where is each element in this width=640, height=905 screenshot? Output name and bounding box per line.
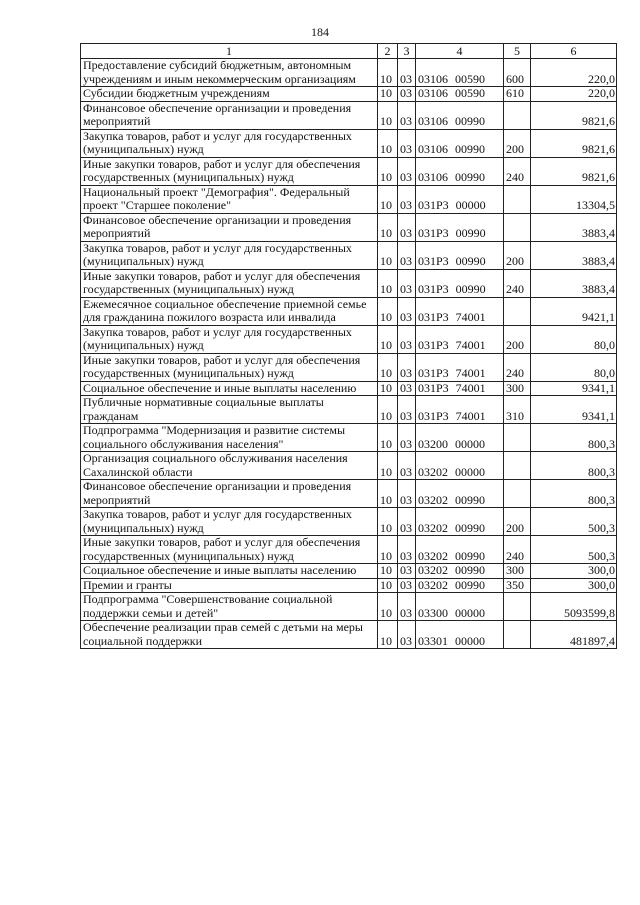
- table-row: [81, 353, 617, 381]
- row-subsection-cell: 03: [398, 452, 416, 480]
- table-row: [81, 241, 617, 269]
- row-section-cell: 10: [378, 185, 398, 213]
- row-target-code-cell: 031P3 74001: [416, 353, 504, 381]
- row-target-code-cell: 03106 00590: [416, 59, 504, 87]
- row-section-cell: 10: [378, 157, 398, 185]
- row-expense-type-cell: [504, 452, 531, 480]
- row-target-code-cell: 03300 00000: [416, 593, 504, 621]
- row-amount-cell: 3883,4: [531, 213, 617, 241]
- row-amount-cell: 3883,4: [531, 241, 617, 269]
- row-amount-cell: 13304,5: [531, 185, 617, 213]
- row-target-code-cell: 03200 00000: [416, 424, 504, 452]
- row-expense-type-cell: 240: [504, 269, 531, 297]
- row-subsection-cell: 03: [398, 353, 416, 381]
- row-amount-cell: 500,3: [531, 508, 617, 536]
- row-target-code-cell: 03202 00990: [416, 578, 504, 593]
- row-section-cell: 10: [378, 621, 398, 649]
- row-subsection-cell: 03: [398, 269, 416, 297]
- row-amount-cell: 80,0: [531, 353, 617, 381]
- row-expense-type-cell: 200: [504, 241, 531, 269]
- row-expense-type-cell: 310: [504, 396, 531, 424]
- row-amount-cell: 800,3: [531, 424, 617, 452]
- row-expense-type-cell: [504, 185, 531, 213]
- table-row: [81, 564, 617, 579]
- row-section-cell: 10: [378, 593, 398, 621]
- row-target-code-cell: 03106 00990: [416, 101, 504, 129]
- row-name-cell: Иные закупки товаров, работ и услуг для обеспечения государственных (муниципальных) нужд: [81, 353, 378, 381]
- row-subsection-cell: 03: [398, 564, 416, 579]
- row-section-cell: 10: [378, 480, 398, 508]
- table-row: [81, 396, 617, 424]
- table-row: [81, 101, 617, 129]
- row-subsection-cell: 03: [398, 578, 416, 593]
- row-expense-type-cell: 600: [504, 59, 531, 87]
- row-section-cell: 10: [378, 578, 398, 593]
- table-row: [81, 508, 617, 536]
- row-subsection-cell: 03: [398, 424, 416, 452]
- row-section-cell: 10: [378, 508, 398, 536]
- row-expense-type-cell: [504, 213, 531, 241]
- row-amount-cell: 800,3: [531, 480, 617, 508]
- row-subsection-cell: 03: [398, 536, 416, 564]
- row-amount-cell: 80,0: [531, 325, 617, 353]
- table-row: [81, 129, 617, 157]
- row-subsection-cell: 03: [398, 59, 416, 87]
- row-target-code-cell: 03202 00990: [416, 536, 504, 564]
- row-expense-type-cell: 240: [504, 157, 531, 185]
- row-section-cell: 10: [378, 101, 398, 129]
- row-section-cell: 10: [378, 213, 398, 241]
- row-name-cell: Иные закупки товаров, работ и услуг для обеспечения государственных (муниципальных) нужд: [81, 269, 378, 297]
- row-expense-type-cell: [504, 424, 531, 452]
- row-target-code-cell: 031P3 74001: [416, 396, 504, 424]
- row-name-cell: Национальный проект "Демография". Федеральный проект "Старшее поколение": [81, 185, 378, 213]
- row-section-cell: 10: [378, 536, 398, 564]
- row-target-code-cell: 03202 00990: [416, 564, 504, 579]
- table-row: [81, 452, 617, 480]
- row-subsection-cell: 03: [398, 157, 416, 185]
- row-amount-cell: 9341,1: [531, 381, 617, 396]
- row-subsection-cell: 03: [398, 213, 416, 241]
- row-section-cell: 10: [378, 381, 398, 396]
- row-target-code-cell: 031P3 00990: [416, 241, 504, 269]
- row-amount-cell: 220,0: [531, 59, 617, 87]
- header-col-target-code: 4: [416, 44, 504, 59]
- row-target-code-cell: 031P3 74001: [416, 325, 504, 353]
- row-name-cell: Иные закупки товаров, работ и услуг для обеспечения государственных (муниципальных) нужд: [81, 157, 378, 185]
- row-section-cell: 10: [378, 129, 398, 157]
- row-name-cell: Обеспечение реализации прав семей с детьми на меры социальной поддержки: [81, 621, 378, 649]
- row-subsection-cell: 03: [398, 621, 416, 649]
- header-col-name: 1: [81, 44, 378, 59]
- row-expense-type-cell: 200: [504, 508, 531, 536]
- table-row: [81, 325, 617, 353]
- row-subsection-cell: 03: [398, 480, 416, 508]
- row-target-code-cell: 03106 00990: [416, 129, 504, 157]
- row-target-code-cell: 031P3 74001: [416, 297, 504, 325]
- row-name-cell: Субсидии бюджетным учреждениям: [81, 87, 378, 102]
- table-row: [81, 297, 617, 325]
- row-amount-cell: 5093599,8: [531, 593, 617, 621]
- row-expense-type-cell: [504, 480, 531, 508]
- row-section-cell: 10: [378, 452, 398, 480]
- row-target-code-cell: 031P3 74001: [416, 381, 504, 396]
- row-amount-cell: 9821,6: [531, 157, 617, 185]
- header-col-subsection: 3: [398, 44, 416, 59]
- table-header-row: [81, 44, 617, 59]
- row-target-code-cell: 03202 00000: [416, 452, 504, 480]
- row-section-cell: 10: [378, 87, 398, 102]
- table-row: [81, 87, 617, 102]
- row-name-cell: Социальное обеспечение и иные выплаты населению: [81, 381, 378, 396]
- row-name-cell: Социальное обеспечение и иные выплаты населению: [81, 564, 378, 579]
- table-row: [81, 185, 617, 213]
- row-amount-cell: 481897,4: [531, 621, 617, 649]
- row-expense-type-cell: 300: [504, 564, 531, 579]
- row-subsection-cell: 03: [398, 101, 416, 129]
- row-amount-cell: 9421,1: [531, 297, 617, 325]
- table-row: [81, 578, 617, 593]
- page-number: 184: [311, 25, 329, 39]
- table-row: [81, 621, 617, 649]
- row-amount-cell: 300,0: [531, 564, 617, 579]
- row-section-cell: 10: [378, 396, 398, 424]
- row-subsection-cell: 03: [398, 241, 416, 269]
- table-body: [81, 59, 617, 649]
- row-target-code-cell: 031P3 00990: [416, 213, 504, 241]
- row-target-code-cell: 031P3 00990: [416, 269, 504, 297]
- row-name-cell: Ежемесячное социальное обеспечение приемной семье для гражданина пожилого возраста или инвалида: [81, 297, 378, 325]
- row-target-code-cell: 03202 00990: [416, 508, 504, 536]
- header-col-amount: 6: [531, 44, 617, 59]
- row-section-cell: 10: [378, 59, 398, 87]
- table-row: [81, 157, 617, 185]
- row-name-cell: Закупка товаров, работ и услуг для государственных (муниципальных) нужд: [81, 508, 378, 536]
- row-subsection-cell: 03: [398, 185, 416, 213]
- row-expense-type-cell: [504, 297, 531, 325]
- row-expense-type-cell: 200: [504, 325, 531, 353]
- row-name-cell: Финансовое обеспечение организации и проведения мероприятий: [81, 101, 378, 129]
- row-subsection-cell: 03: [398, 129, 416, 157]
- row-target-code-cell: 03106 00990: [416, 157, 504, 185]
- row-section-cell: 10: [378, 269, 398, 297]
- budget-table: [80, 43, 617, 649]
- row-target-code-cell: 03106 00590: [416, 87, 504, 102]
- row-expense-type-cell: 240: [504, 536, 531, 564]
- row-amount-cell: 3883,4: [531, 269, 617, 297]
- row-target-code-cell: 031P3 00000: [416, 185, 504, 213]
- table-row: [81, 536, 617, 564]
- row-expense-type-cell: 200: [504, 129, 531, 157]
- row-expense-type-cell: [504, 621, 531, 649]
- table-row: [81, 593, 617, 621]
- row-expense-type-cell: 240: [504, 353, 531, 381]
- row-amount-cell: 220,0: [531, 87, 617, 102]
- row-name-cell: Организация социального обслуживания населения Сахалинской области: [81, 452, 378, 480]
- row-amount-cell: 500,3: [531, 536, 617, 564]
- row-expense-type-cell: [504, 101, 531, 129]
- row-name-cell: Публичные нормативные социальные выплаты гражданам: [81, 396, 378, 424]
- row-amount-cell: 800,3: [531, 452, 617, 480]
- row-name-cell: Финансовое обеспечение организации и проведения мероприятий: [81, 480, 378, 508]
- row-name-cell: Финансовое обеспечение организации и проведения мероприятий: [81, 213, 378, 241]
- row-name-cell: Закупка товаров, работ и услуг для государственных (муниципальных) нужд: [81, 129, 378, 157]
- row-expense-type-cell: 610: [504, 87, 531, 102]
- row-amount-cell: 9341,1: [531, 396, 617, 424]
- row-expense-type-cell: 350: [504, 578, 531, 593]
- row-section-cell: 10: [378, 325, 398, 353]
- row-subsection-cell: 03: [398, 593, 416, 621]
- table-row: [81, 269, 617, 297]
- row-subsection-cell: 03: [398, 297, 416, 325]
- row-subsection-cell: 03: [398, 508, 416, 536]
- row-name-cell: Закупка товаров, работ и услуг для государственных (муниципальных) нужд: [81, 241, 378, 269]
- row-subsection-cell: 03: [398, 396, 416, 424]
- table-row: [81, 480, 617, 508]
- row-target-code-cell: 03301 00000: [416, 621, 504, 649]
- row-section-cell: 10: [378, 564, 398, 579]
- row-subsection-cell: 03: [398, 87, 416, 102]
- row-subsection-cell: 03: [398, 325, 416, 353]
- row-name-cell: Предоставление субсидий бюджетным, автономным учреждениям и иным некоммерческим организациям: [81, 59, 378, 87]
- row-name-cell: Иные закупки товаров, работ и услуг для обеспечения государственных (муниципальных) нужд: [81, 536, 378, 564]
- row-name-cell: Подпрограмма "Модернизация и развитие системы социального обслуживания населения": [81, 424, 378, 452]
- row-section-cell: 10: [378, 353, 398, 381]
- row-target-code-cell: 03202 00990: [416, 480, 504, 508]
- table-row: [81, 381, 617, 396]
- row-name-cell: Закупка товаров, работ и услуг для государственных (муниципальных) нужд: [81, 325, 378, 353]
- table-row: [81, 59, 617, 87]
- table-row: [81, 213, 617, 241]
- header-col-expense-type: 5: [504, 44, 531, 59]
- table-row: [81, 424, 617, 452]
- row-name-cell: Премии и гранты: [81, 578, 378, 593]
- row-amount-cell: 300,0: [531, 578, 617, 593]
- header-col-section: 2: [378, 44, 398, 59]
- row-section-cell: 10: [378, 424, 398, 452]
- row-amount-cell: 9821,6: [531, 129, 617, 157]
- row-subsection-cell: 03: [398, 381, 416, 396]
- row-name-cell: Подпрограмма "Совершенствование социальной поддержки семьи и детей": [81, 593, 378, 621]
- row-expense-type-cell: [504, 593, 531, 621]
- row-amount-cell: 9821,6: [531, 101, 617, 129]
- row-expense-type-cell: 300: [504, 381, 531, 396]
- row-section-cell: 10: [378, 241, 398, 269]
- row-section-cell: 10: [378, 297, 398, 325]
